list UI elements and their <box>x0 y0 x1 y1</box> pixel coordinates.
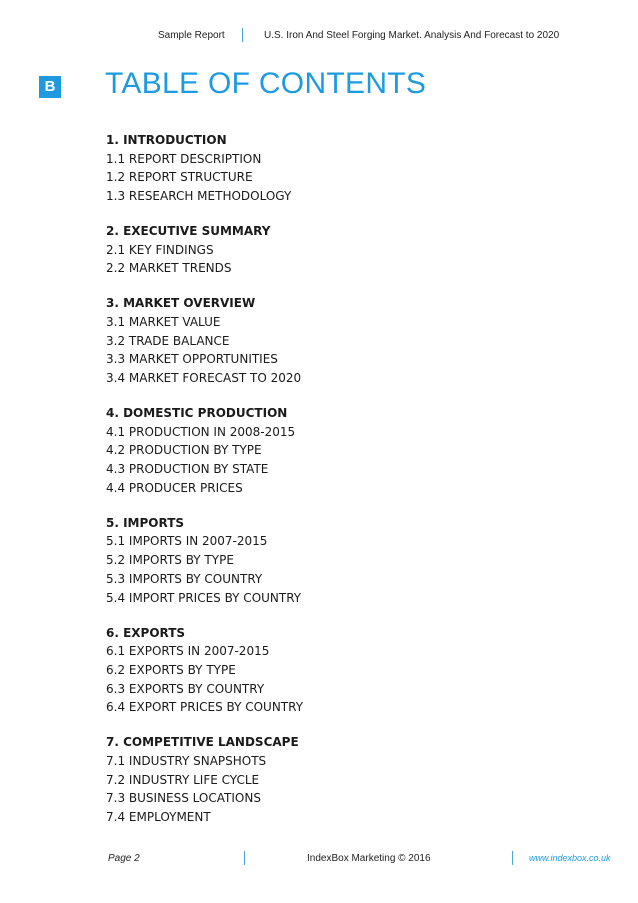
toc-section <box>106 294 586 387</box>
toc-entry[interactable]: 4.3 PRODUCTION BY STATE <box>106 462 269 477</box>
footer-divider <box>244 851 245 865</box>
table-of-contents <box>106 131 586 843</box>
toc-entry[interactable]: 3.1 MARKET VALUE <box>106 314 221 329</box>
toc-entry[interactable]: 5.2 IMPORTS BY TYPE <box>106 553 234 568</box>
toc-section-title[interactable]: 4. DOMESTIC PRODUCTION <box>106 406 288 421</box>
toc-section <box>106 222 586 278</box>
toc-section-title[interactable]: 2. EXECUTIVE SUMMARY <box>106 224 271 239</box>
toc-section <box>106 624 586 717</box>
header-report-label: Sample Report <box>158 30 225 41</box>
toc-entry[interactable]: 6.4 EXPORT PRICES BY COUNTRY <box>106 700 304 715</box>
page-footer <box>0 851 638 867</box>
toc-entry[interactable]: 5.1 IMPORTS IN 2007-2015 <box>106 534 268 549</box>
toc-entry[interactable]: 2.1 KEY FINDINGS <box>106 242 214 257</box>
page-header <box>0 28 638 44</box>
toc-entry[interactable]: 4.4 PRODUCER PRICES <box>106 480 243 495</box>
toc-entry[interactable]: 7.4 EMPLOYMENT <box>106 810 211 824</box>
page-title: TABLE OF CONTENTS <box>105 67 427 100</box>
indexbox-logo-icon: B <box>39 76 61 98</box>
header-report-title: U.S. Iron And Steel Forging Market. Analysis And Forecast to 2020 <box>264 30 560 41</box>
toc-entry[interactable]: 2.2 MARKET TRENDS <box>106 261 232 276</box>
toc-entry[interactable]: 3.3 MARKET OPPORTUNITIES <box>106 352 278 367</box>
footer-divider <box>512 851 513 865</box>
footer-website-link[interactable]: www.indexbox.co.uk <box>529 853 611 863</box>
toc-section-title[interactable]: 5. IMPORTS <box>106 515 185 530</box>
toc-entry[interactable]: 4.1 PRODUCTION IN 2008-2015 <box>106 424 296 439</box>
toc-entry[interactable]: 1.2 REPORT STRUCTURE <box>106 170 253 185</box>
toc-entry[interactable]: 5.3 IMPORTS BY COUNTRY <box>106 571 263 586</box>
toc-section <box>106 131 586 206</box>
toc-entry[interactable]: 1.1 REPORT DESCRIPTION <box>106 151 262 166</box>
footer-copyright: IndexBox Marketing © 2016 <box>307 853 431 864</box>
header-divider <box>242 28 243 42</box>
toc-entry[interactable]: 6.2 EXPORTS BY TYPE <box>106 662 236 677</box>
toc-section <box>106 514 586 607</box>
toc-entry[interactable]: 7.3 BUSINESS LOCATIONS <box>106 791 261 806</box>
toc-entry[interactable]: 3.4 MARKET FORECAST TO 2020 <box>106 371 302 385</box>
toc-section <box>106 733 586 826</box>
toc-section-title[interactable]: 3. MARKET OVERVIEW <box>106 296 256 311</box>
toc-entry[interactable]: 4.2 PRODUCTION BY TYPE <box>106 443 262 458</box>
toc-entry[interactable]: 6.3 EXPORTS BY COUNTRY <box>106 681 265 696</box>
toc-section-title[interactable]: 7. COMPETITIVE LANDSCAPE <box>106 735 299 750</box>
toc-entry[interactable]: 5.4 IMPORT PRICES BY COUNTRY <box>106 590 302 605</box>
toc-section-title[interactable]: 1. INTRODUCTION <box>106 133 227 147</box>
page-number: Page 2 <box>108 853 140 864</box>
toc-entry[interactable]: 7.1 INDUSTRY SNAPSHOTS <box>106 753 267 768</box>
toc-section-title[interactable]: 6. EXPORTS <box>106 625 186 640</box>
toc-entry[interactable]: 3.2 TRADE BALANCE <box>106 333 230 348</box>
toc-entry[interactable]: 7.2 INDUSTRY LIFE CYCLE <box>106 772 260 787</box>
toc-section <box>106 404 586 497</box>
toc-entry[interactable]: 1.3 RESEARCH METHODOLOGY <box>106 188 292 203</box>
toc-entry[interactable]: 6.1 EXPORTS IN 2007-2015 <box>106 644 270 659</box>
